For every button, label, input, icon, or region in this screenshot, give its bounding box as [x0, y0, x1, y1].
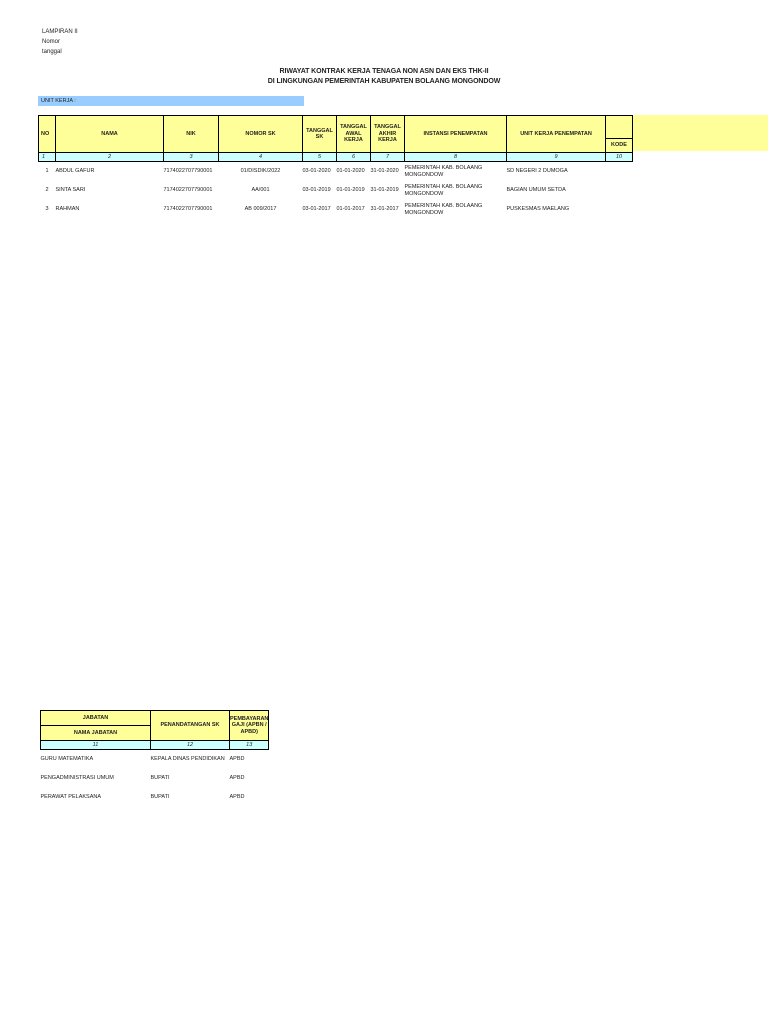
- col-number: 2: [56, 153, 164, 162]
- cell-nama-jabatan: PENGADMINISTRASI UMUM: [40, 775, 114, 782]
- col-header-kode: KODE: [606, 138, 633, 152]
- cell-unit-kerja: BAGIAN UMUM SETDA: [506, 187, 566, 194]
- cell-tanggal-akhir: 31-01-2017: [370, 206, 399, 213]
- lampiran-label: LAMPIRAN II: [42, 29, 78, 35]
- cell-penandatangan: BUPATI: [150, 775, 170, 782]
- table-row[interactable]: [41, 788, 269, 807]
- cell-kode: [606, 200, 633, 219]
- column-number-row: [41, 741, 269, 750]
- cell-instansi: PEMERINTAH KAB. BOLAANG MONGONDOW: [404, 184, 483, 197]
- page-title: RIWAYAT KONTRAK KERJA TENAGA NON ASN DAN EKS THK-II: [279, 68, 489, 75]
- col-header-unit-kerja: UNIT KERJA PENEMPATAN: [507, 116, 606, 153]
- column-number-row: [39, 153, 633, 162]
- cell-tanggal-awal: 01-01-2019: [336, 187, 365, 194]
- cell-penandatangan: BUPATI: [150, 794, 170, 801]
- cell-tanggal-sk: 03-01-2017: [302, 206, 331, 213]
- table-row[interactable]: [39, 200, 633, 219]
- header-fill-extension: [632, 115, 768, 151]
- cell-nik: 7174022707790001: [163, 187, 213, 194]
- col-header-tanggal-akhir: TANGGAL AKHIR KERJA: [371, 116, 405, 153]
- cell-unit-kerja: SD NEGERI 2 DUMOGA: [506, 168, 568, 175]
- col-number: 3: [164, 153, 219, 162]
- col-number: 12: [151, 741, 230, 750]
- col-header-tanggal-sk: TANGGAL SK: [303, 116, 337, 153]
- col-number: 4: [219, 153, 303, 162]
- col-header-pembayaran: PEMBAYARAN GAJI (APBN / APBD): [230, 711, 269, 741]
- cell-no: 2: [45, 187, 49, 194]
- col-number: 10: [606, 153, 633, 162]
- col-header-nama: NAMA: [56, 116, 164, 153]
- cell-tanggal-awal: 01-01-2020: [336, 168, 365, 175]
- cell-nomor-sk: AB 009/2017: [244, 206, 277, 213]
- cell-instansi: PEMERINTAH KAB. BOLAANG MONGONDOW: [404, 165, 483, 178]
- cell-pembayaran: APBD: [229, 794, 245, 801]
- col-header-nik: NIK: [164, 116, 219, 153]
- cell-penandatangan: KEPALA DINAS PENDIDIKAN: [150, 756, 225, 763]
- col-header-nama-jabatan: NAMA JABATAN: [41, 726, 151, 741]
- page-subtitle: DI LINGKUNGAN PEMERINTAH KABUPATEN BOLAANG MONGONDOW: [267, 78, 501, 85]
- jabatan-table: [40, 710, 269, 807]
- col-number: 1: [39, 153, 56, 162]
- cell-kode: [606, 162, 633, 182]
- unit-kerja-field[interactable]: UNIT KERJA :: [38, 96, 304, 106]
- cell-no: 1: [45, 168, 49, 175]
- table-row[interactable]: [39, 181, 633, 200]
- table-row[interactable]: [39, 162, 633, 182]
- tanggal-label: tanggal: [42, 49, 62, 55]
- col-number: 9: [507, 153, 606, 162]
- cell-nomor-sk: 01/DISDIK/2022: [240, 168, 281, 175]
- col-header-instansi: INSTANSI PENEMPATAN: [405, 116, 507, 153]
- cell-nik: 7174022707790001: [163, 206, 213, 213]
- cell-nama-jabatan: GURU MATEMATIKA: [40, 756, 94, 763]
- cell-nik: 7174022707790001: [163, 168, 213, 175]
- cell-kode: [606, 181, 633, 200]
- col-header-penandatangan: PENANDATANGAN SK: [151, 711, 230, 741]
- cell-nama: RAHMAN: [55, 206, 80, 213]
- col-header-no: NO: [39, 116, 56, 153]
- cell-nama: SINTA SARI: [55, 187, 86, 194]
- col-number: 6: [337, 153, 371, 162]
- cell-nama-jabatan: PERAWAT PELAKSANA: [40, 794, 102, 801]
- table-row[interactable]: [41, 769, 269, 788]
- contract-history-table: [38, 115, 633, 219]
- cell-no: 3: [45, 206, 49, 213]
- cell-pembayaran: APBD: [229, 756, 245, 763]
- col-header-tanggal-awal: TANGGAL AWAL KERJA: [337, 116, 371, 153]
- cell-nama: ABDUL GAFUR: [55, 168, 95, 175]
- cell-tanggal-akhir: 31-01-2020: [370, 168, 399, 175]
- col-header-kode-spacer: [606, 116, 633, 139]
- cell-tanggal-awal: 01-01-2017: [336, 206, 365, 213]
- cell-instansi: PEMERINTAH KAB. BOLAANG MONGONDOW: [404, 203, 483, 216]
- col-header-jabatan: JABATAN: [41, 711, 151, 726]
- cell-tanggal-sk: 03-01-2020: [302, 168, 331, 175]
- nomor-label: Nomor: [42, 39, 61, 45]
- col-number: 11: [41, 741, 151, 750]
- cell-tanggal-akhir: 31-01-2019: [370, 187, 399, 194]
- col-header-nomor-sk: NOMOR SK: [219, 116, 303, 153]
- cell-unit-kerja: PUSKESMAS MAELANG: [506, 206, 570, 213]
- col-number: 5: [303, 153, 337, 162]
- col-number: 7: [371, 153, 405, 162]
- cell-nomor-sk: AA/001: [251, 187, 270, 194]
- cell-pembayaran: APBD: [229, 775, 245, 782]
- cell-tanggal-sk: 03-01-2019: [302, 187, 331, 194]
- col-number: 8: [405, 153, 507, 162]
- col-number: 13: [230, 741, 269, 750]
- table-row[interactable]: [41, 750, 269, 770]
